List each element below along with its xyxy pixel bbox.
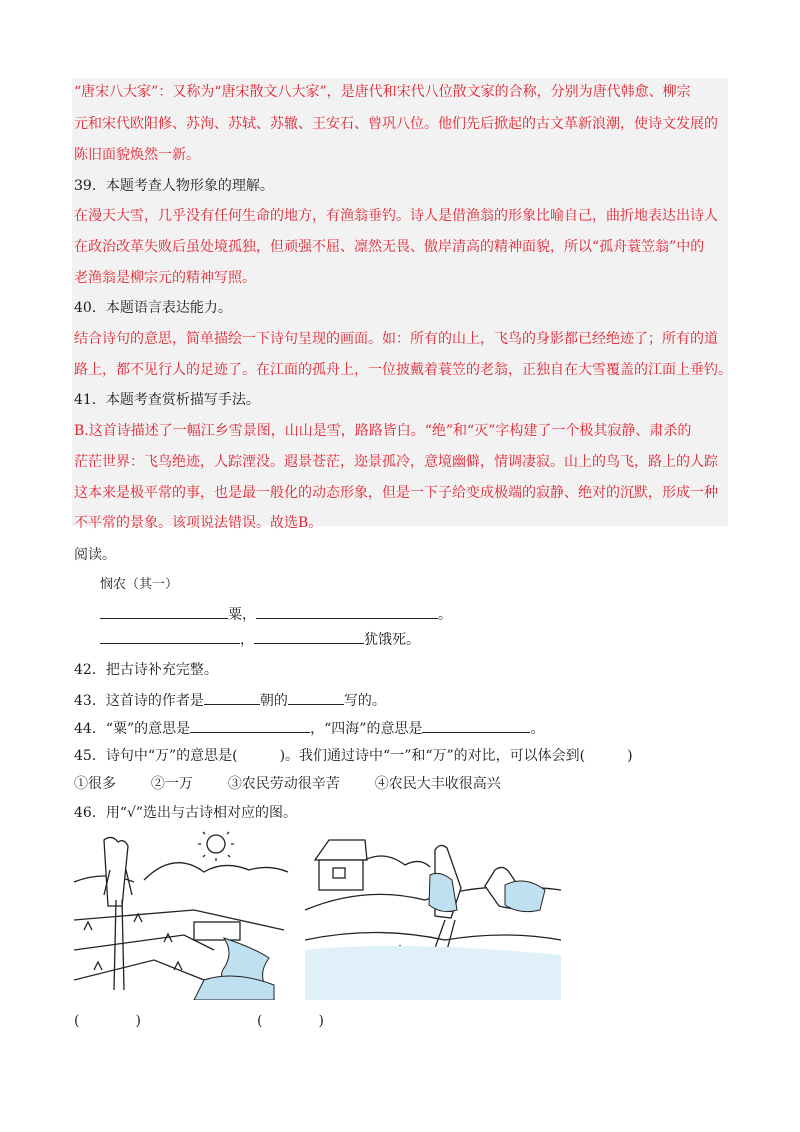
question-45: 45．诗句中“万”的意思是( )。我们通过诗中“一”和“万”的对比，可以体会到( ) [74,748,633,764]
reading-heading: 阅读。 [74,547,116,563]
question-43: 43．这首诗的作者是 朝的 写的。 [74,689,386,711]
sun-icon [207,835,225,853]
answer-line: 老渔翁是柳宗元的精神写照。 [74,270,256,286]
answer-line: 在政治改革失败后虽处境孤独，但顽强不屈、凛然无畏、傲岸清高的精神面貌，所以“孤舟蓑笠翁”中的 [74,239,705,255]
question-45-options [74,774,501,794]
answer-line: 茫茫世界：飞鸟绝迹，人踪湮没。遐景苍茫，迩景孤冷，意境幽僻，情调凄寂。山上的鸟飞，路上的人踪 [74,454,718,470]
option-3[interactable]: ③农民劳动很辛苦 [227,776,340,792]
answer-line: B.这首诗描述了一幅江乡雪景图，山山是雪，路路皆白。“绝”和“灭”字构建了一个极其寂静、肃杀的 [74,423,692,439]
answer-line: 不平常的景象。该项说法错误。故选B。 [74,515,323,531]
answer-paren-right[interactable]: ( ) [257,1013,324,1029]
answer-line: 路上，都不见行人的足迹了。在江面的孤舟上，一位披戴着蓑笠的老翁，正独自在大雪覆盖的江面上垂钓。 [74,362,732,378]
question-46: 46．用“√”选出与古诗相对应的图。 [74,805,298,821]
question-41-heading: 41．本题考查赏析描写手法。 [74,392,260,408]
poem-blank[interactable] [254,628,364,644]
sihai-meaning-blank[interactable] [422,717,530,733]
poem-title: 悯农（其一） [100,577,179,592]
question-39-heading: 39．本题考查人物形象的理解。 [74,178,274,194]
dynasty-blank[interactable] [204,689,260,705]
answer-line: “唐宋八大家”：又称为“唐宋散文八大家”，是唐代和宋代八位散文家的合称，分别为唐代韩愈、柳宗 [74,84,691,100]
poem-blank[interactable] [100,603,228,619]
option-2[interactable]: ②一万 [150,776,193,792]
answer-paren-left[interactable]: ( ) [74,1013,141,1029]
answer-line: 元和宋代欧阳修、苏洵、苏轼、苏辙、王安石、曾巩八位。他们先后掀起的古文革新浪潮，使诗文发展的 [74,116,718,132]
house-men-illustration[interactable] [305,830,561,1000]
answer-line: 结合诗句的意思，简单描绘一下诗句呈现的画面。如：所有的山上，飞鸟的身影都已经绝迹了；所有的道 [74,331,718,347]
option-1[interactable]: ①很多 [74,776,116,792]
poem-blank[interactable] [256,603,438,619]
answer-line: 在漫天大雪，几乎没有任何生命的地方，有渔翁垂钓。诗人是借渔翁的形象比喻自己，曲折地表达出诗人 [74,208,718,224]
poem-blank[interactable] [100,628,240,644]
option-4[interactable]: ④农民大丰收很高兴 [374,776,501,792]
answer-line: 陈旧面貌焕然一新。 [74,147,200,163]
poem-line-2: ， 犹饿死。 [100,628,420,650]
su-meaning-blank[interactable] [190,717,310,733]
author-blank[interactable] [288,689,344,705]
question-42: 42．把古诗补充完整。 [74,662,218,678]
farmer-field-illustration[interactable] [74,830,290,1000]
answer-line: 这本来是极平常的事，也是最一般化的动态形象，但是一下子给变成极端的寂静、绝对的沉默，形成一种 [74,485,718,501]
question-44: 44．“粟”的意思是 ，“四海”的意思是 。 [74,717,544,739]
poem-line-1: 粟， 。 [100,603,452,625]
question-40-heading: 40．本题语言表达能力。 [74,300,232,316]
